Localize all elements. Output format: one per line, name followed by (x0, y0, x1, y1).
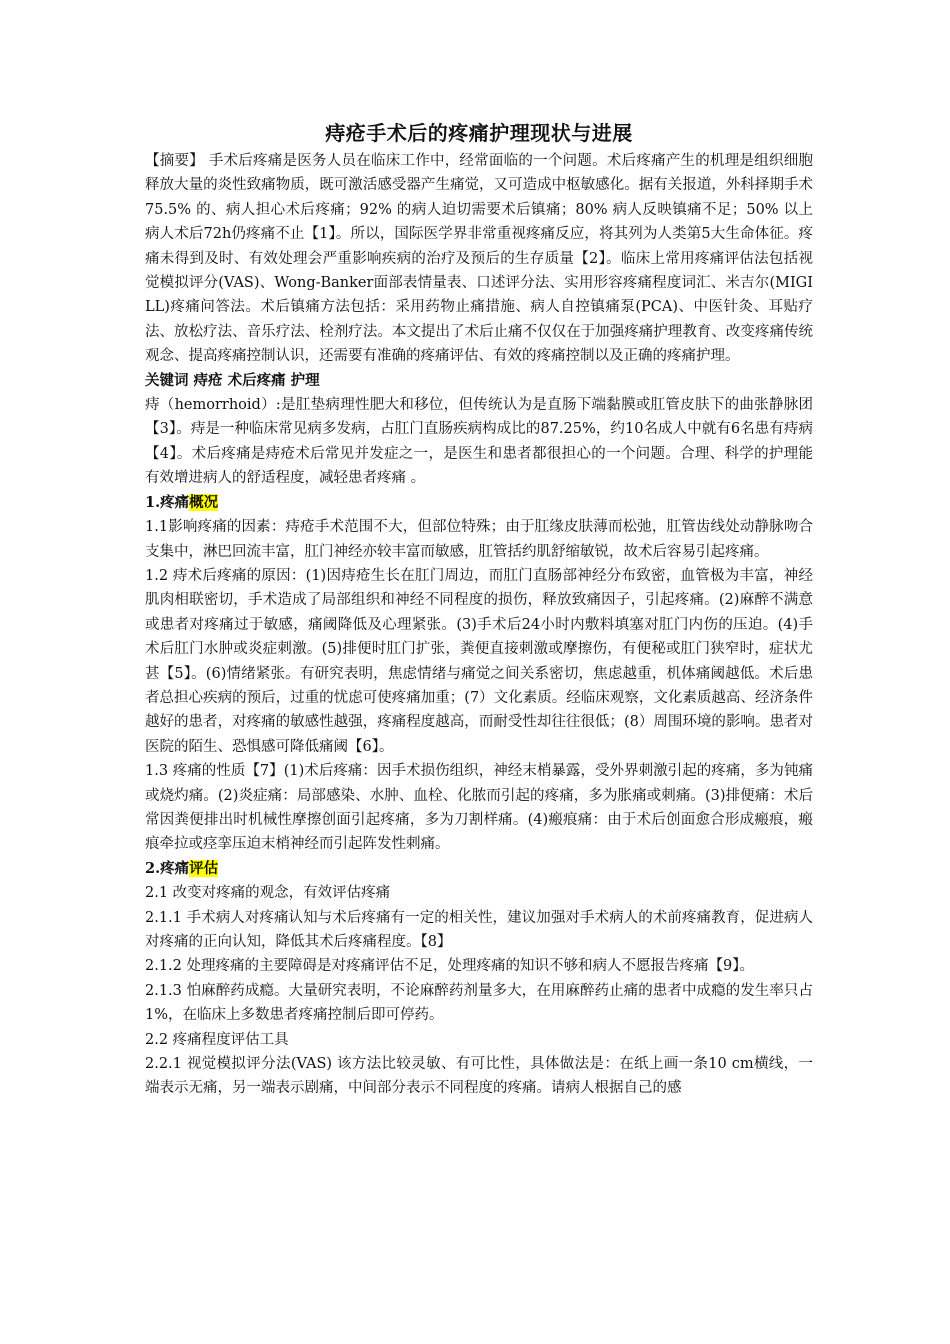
section-2-2-paragraph: 2.2 疼痛程度评估工具 (145, 1031, 289, 1048)
section-2-highlight: 评估 (189, 859, 219, 877)
keywords-line: 关键词 痔疮 术后疼痛 护理 (145, 371, 320, 389)
section-1-3-paragraph: 1.3 疼痛的性质【7】(1)术后疼痛：因手术损伤组织，神经末梢暴露，受外界刺激引起的疼痛，多为钝痛或烧灼痛。(2)炎症痛：局部感染、水肿、血栓、化脓而引起的疼痛，多为胀痛或刺痛。(3)排便痛：术后常因粪便排出时机械性摩擦创面引起疼痛，多为刀割样痛。(4)瘢痕痛：由于术后创面愈合形成瘢痕，瘢痕牵拉或痉挛压迫末梢神经而引起阵发性刺痛。 (145, 763, 813, 853)
section-2-1-1-paragraph: 2.1.1 手术病人对疼痛认知与术后疼痛有一定的相关性，建议加强对手术病人的术前疼痛教育，促进病人对疼痛的正向认知，降低其术后疼痛程度。【8】 (145, 909, 813, 950)
section-2-1-3-paragraph: 2.1.3 怕麻醉药成瘾。大量研究表明，不论麻醉药剂量多大，在用麻醉药止痛的患者中成瘾的发生率只占1%，在临床上多数患者疼痛控制后即可停药。 (145, 982, 813, 1024)
section-1-1-paragraph: 1.1影响疼痛的因素：痔疮手术范围不大，但部位特殊；由于肛缘皮肤薄而松弛，肛管齿线处动静脉吻合支集中，淋巴回流丰富，肛门神经亦较丰富而敏感，肛管括约肌舒缩敏锐，故术后容易引起疼痛。 (145, 519, 813, 560)
section-1-highlight: 概况 (189, 493, 219, 511)
section-2-heading (145, 857, 813, 881)
section-2-number: 2.疼痛 (145, 859, 190, 877)
section-2-1-2-paragraph: 2.1.2 处理疼痛的主要障碍是对疼痛评估不足，处理疼痛的知识不够和病人不愿报告疼痛【9】。 (145, 958, 754, 975)
section-2-1-paragraph: 2.1 改变对疼痛的观念，有效评估疼痛 (145, 885, 391, 902)
document-page (145, 118, 813, 1333)
section-1-number: 1.疼痛 (145, 493, 190, 511)
abstract-paragraph: 【摘要】 手术后疼痛是医务人员在临床工作中，经常面临的一个问题。术后疼痛产生的机理是组织细胞释放大量的炎性致痛物质，既可激活感受器产生痛觉，又可造成中枢敏感化。据有关报道，外科择期手术75.5% 的、病人担心术后疼痛；92% 的病人迫切需要术后镇痛；80% 病人反映镇痛不足；50% 以上病人术后72h仍疼痛不止【1】。所以，国际医学界非常重视疼痛反应，将其列为人类第5大生命体征。疼痛未得到及时、有效处理会严重影响疾病的治疗及预后的生存质量【2】。临床上常用疼痛评估法包括视觉模拟评分(VAS)、Wong-Banker面部表情量表、口述评分法、实用形容疼痛程度词汇、米吉尔(MIGILL)疼痛问答法。术后镇痛方法包括：采用药物止痛措施、病人自控镇痛泵(PCA)、中医针灸、耳贴疗法、放松疗法、音乐疗法、栓剂疗法。本文提出了术后止痛不仅仅在于加强疼痛护理教育、改变疼痛传统观念、提高疼痛控制认识，还需要有准确的疼痛评估、有效的疼痛控制以及正确的疼痛护理。 (145, 153, 813, 365)
intro-paragraph: 痔（hemorrhoid）:是肛垫病理性肥大和移位，但传统认为是直肠下端黏膜或肛管皮肤下的曲张静脉团【3】。痔是一种临床常见病多发病，占肛门直肠疾病构成比的87.25%，约10名成人中就有6名患有痔病【4】。术后疼痛是痔疮术后常见并发症之一，是医生和患者都很担心的一个问题。合理、科学的护理能有效增进病人的舒适程度，减轻患者疼痛 。 (145, 397, 813, 487)
section-1-heading (145, 491, 813, 515)
section-1-2-paragraph: 1.2 痔术后疼痛的原因：(1)因痔疮生长在肛门周边，而肛门直肠部神经分布致密，血管极为丰富，神经肌肉相联密切，手术造成了局部组织和神经不同程度的损伤，释放致痛因子，引起疼痛。(2)麻醉不满意或患者对疼痛过于敏感，痛阈降低及心理紧张。(3)手术后24小时内敷料填塞对肛门内伤的压迫。(4)手术后肛门水肿或炎症刺激。(5)排便时肛门扩张，粪便直接刺激或摩擦伤，有便秘或肛门狭窄时，症状尤甚【5】。(6)情绪紧张。有研究表明，焦虑情绪与痛觉之间关系密切，焦虑越重，机体痛阈越低。术后患者总担心疾病的预后，过重的忧虑可使疼痛加重；(7）文化素质。经临床观察，文化素质越高、经济条件越好的患者，对疼痛的敏感性越强，疼痛程度越高，而耐受性却往往很低；(8）周围环境的影响。患者对医院的陌生、恐惧感可降低痛阈【6】。 (145, 567, 813, 755)
section-2-2-1-paragraph: 2.2.1 视觉模拟评分法(VAS) 该方法比较灵敏、有可比性，具体做法是：在纸上画一条10 cm横线，一端表示无痛，另一端表示剧痛，中间部分表示不同程度的疼痛。请病人根据自己的感 (145, 1056, 813, 1097)
document-title: 痔疮手术后的疼痛护理现状与进展 (325, 121, 633, 145)
